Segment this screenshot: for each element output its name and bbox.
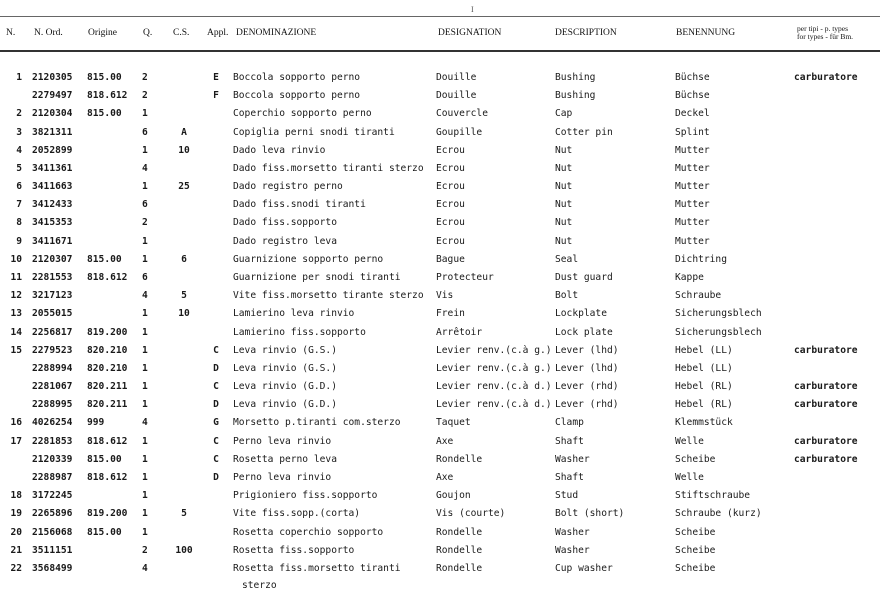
order-number-cell: 2279497 bbox=[32, 90, 73, 102]
description-cell: Shaft bbox=[555, 471, 584, 483]
benennung-cell: Scheibe bbox=[675, 526, 716, 538]
row-number-cell: 18 bbox=[10, 490, 22, 502]
designation-cell: Arrêtoir bbox=[436, 326, 483, 338]
denominazione-cell: Guarnizione per snodi tiranti bbox=[233, 271, 401, 283]
origin-cell: 815.00 bbox=[87, 253, 122, 265]
row-number-cell: 1 bbox=[16, 72, 22, 83]
designation-cell: Levier renv.(c.à g.) bbox=[436, 362, 552, 374]
designation-cell: Rondelle bbox=[436, 453, 483, 465]
quantity-cell: 2 bbox=[142, 90, 148, 102]
quantity-cell: 1 bbox=[142, 471, 148, 483]
designation-cell: Taquet bbox=[436, 417, 471, 429]
header-q: Q. bbox=[143, 28, 153, 38]
application-cell: F bbox=[213, 90, 219, 102]
cs-code-cell: 10 bbox=[178, 308, 190, 320]
row-number-cell: 22 bbox=[10, 562, 22, 574]
row-number-cell: 15 bbox=[10, 344, 22, 356]
order-number-cell: 4026254 bbox=[32, 417, 73, 429]
designation-cell: Goujon bbox=[436, 490, 471, 502]
table-row bbox=[0, 472, 880, 490]
order-number-cell: 3412433 bbox=[32, 199, 73, 211]
benennung-cell: Splint bbox=[675, 126, 710, 138]
description-cell: Cap bbox=[555, 108, 573, 120]
table-row bbox=[0, 108, 880, 126]
order-number-cell: 3217123 bbox=[32, 290, 73, 302]
cs-code-cell: 10 bbox=[178, 144, 190, 156]
description-cell: Washer bbox=[555, 453, 590, 465]
quantity-cell: 1 bbox=[142, 344, 148, 356]
cs-code-cell: 25 bbox=[178, 181, 190, 193]
quantity-cell: 1 bbox=[142, 108, 148, 120]
denominazione-cell: Perno leva rinvio bbox=[233, 471, 332, 483]
designation-cell: Ecrou bbox=[436, 217, 465, 229]
quantity-cell: 1 bbox=[142, 253, 148, 265]
denominazione-cell: Rosetta fiss.sopporto bbox=[233, 544, 355, 556]
types-cell: carburatore bbox=[794, 72, 858, 83]
row-number-cell: 4 bbox=[16, 144, 22, 156]
quantity-cell: 6 bbox=[142, 199, 148, 211]
table-row bbox=[0, 272, 880, 290]
denominazione-cell: Leva rinvio (G.D.) bbox=[233, 381, 337, 393]
description-cell: Clamp bbox=[555, 417, 584, 429]
denominazione-cell: Guarnizione sopporto perno bbox=[233, 253, 384, 265]
table-row bbox=[0, 308, 880, 326]
page-mark: I bbox=[471, 5, 474, 14]
benennung-cell: Kappe bbox=[675, 271, 704, 283]
order-number-cell: 2256817 bbox=[32, 326, 73, 338]
origin-cell: 818.612 bbox=[87, 471, 128, 483]
table-row bbox=[0, 90, 880, 108]
order-number-cell: 2288994 bbox=[32, 362, 73, 374]
denominazione-cell: Vite fiss.morsetto tirante sterzo bbox=[233, 290, 424, 302]
designation-cell: Ecrou bbox=[436, 181, 465, 193]
order-number-cell: 3172245 bbox=[32, 490, 73, 502]
table-row bbox=[0, 72, 880, 90]
designation-cell: Vis bbox=[436, 290, 454, 302]
description-cell: Dust guard bbox=[555, 271, 613, 283]
designation-cell: Ecrou bbox=[436, 199, 465, 211]
description-cell: Washer bbox=[555, 526, 590, 538]
order-number-cell: 3411361 bbox=[32, 162, 73, 174]
order-number-cell: 2120304 bbox=[32, 108, 73, 120]
row-number-cell: 5 bbox=[16, 162, 22, 174]
description-cell: Washer bbox=[555, 544, 590, 556]
benennung-cell: Mutter bbox=[675, 181, 710, 193]
cs-code-cell: 100 bbox=[175, 544, 193, 556]
description-cell: Lockplate bbox=[555, 308, 607, 320]
description-cell: Nut bbox=[555, 235, 573, 247]
designation-cell: Rondelle bbox=[436, 526, 483, 538]
denominazione-cell: Prigioniero fiss.sopporto bbox=[233, 490, 378, 502]
designation-cell: Levier renv.(c.à g.) bbox=[436, 344, 552, 356]
quantity-cell: 1 bbox=[142, 235, 148, 247]
benennung-cell: Sicherungsblech bbox=[675, 326, 762, 338]
benennung-cell: Schraube (kurz) bbox=[675, 508, 762, 520]
designation-cell: Couvercle bbox=[436, 108, 488, 120]
row-number-cell: 19 bbox=[10, 508, 22, 520]
application-cell: D bbox=[213, 399, 219, 411]
designation-cell: Ecrou bbox=[436, 162, 465, 174]
denominazione-cell: Vite fiss.sopp.(corta) bbox=[233, 508, 361, 520]
table-row bbox=[0, 127, 880, 145]
denominazione-cell: Coperchio sopporto perno bbox=[233, 108, 372, 120]
designation-cell: Bague bbox=[436, 253, 465, 265]
application-cell: C bbox=[213, 435, 219, 447]
table-row bbox=[0, 381, 880, 399]
cs-code-cell: 5 bbox=[181, 290, 187, 302]
benennung-cell: Sicherungsblech bbox=[675, 308, 762, 320]
benennung-cell: Scheibe bbox=[675, 562, 716, 574]
denominazione-cell: Dado fiss.morsetto tiranti sterzo bbox=[233, 162, 424, 174]
cs-code-cell: A bbox=[181, 126, 187, 138]
quantity-cell: 1 bbox=[142, 381, 148, 393]
description-cell: Lock plate bbox=[555, 326, 613, 338]
row-number-cell: 13 bbox=[10, 308, 22, 320]
denominazione-cell: Dado registro leva bbox=[233, 235, 337, 247]
table-row bbox=[0, 163, 880, 181]
row-number-cell: 2 bbox=[16, 108, 22, 120]
origin-cell: 815.00 bbox=[87, 526, 122, 538]
table-row bbox=[0, 199, 880, 217]
order-number-cell: 3821311 bbox=[32, 126, 73, 138]
table-row bbox=[0, 563, 880, 581]
benennung-cell: Schraube bbox=[675, 290, 722, 302]
denominazione-cell: Boccola sopporto perno bbox=[233, 90, 361, 102]
origin-cell: 999 bbox=[87, 417, 105, 429]
row-number-cell: 12 bbox=[10, 290, 22, 302]
row-number-cell: 16 bbox=[10, 417, 22, 429]
denominazione-cell: Perno leva rinvio bbox=[233, 435, 332, 447]
row-number-cell: 17 bbox=[10, 435, 22, 447]
denominazione-cell: Boccola sopporto perno bbox=[233, 72, 361, 83]
denominazione-cell: Dado fiss.sopporto bbox=[233, 217, 337, 229]
types-cell: carburatore bbox=[794, 453, 858, 465]
benennung-cell: Welle bbox=[675, 471, 704, 483]
table-row bbox=[0, 236, 880, 254]
row-number-cell: 8 bbox=[16, 217, 22, 229]
header-designation: DESIGNATION bbox=[438, 28, 502, 38]
benennung-cell: Mutter bbox=[675, 199, 710, 211]
application-cell: D bbox=[213, 471, 219, 483]
description-cell: Cotter pin bbox=[555, 126, 613, 138]
benennung-cell: Klemmstück bbox=[675, 417, 733, 429]
origin-cell: 820.211 bbox=[87, 399, 128, 411]
order-number-cell: 2265896 bbox=[32, 508, 73, 520]
application-cell: E bbox=[213, 72, 219, 83]
benennung-cell: Mutter bbox=[675, 217, 710, 229]
description-cell: Lever (rhd) bbox=[555, 381, 619, 393]
types-cell: carburatore bbox=[794, 381, 858, 393]
quantity-cell: 6 bbox=[142, 126, 148, 138]
cs-code-cell: 5 bbox=[181, 508, 187, 520]
description-cell: Nut bbox=[555, 199, 573, 211]
order-number-cell: 3411663 bbox=[32, 181, 73, 193]
origin-cell: 820.210 bbox=[87, 344, 128, 356]
table-row bbox=[0, 217, 880, 235]
benennung-cell: Büchse bbox=[675, 90, 710, 102]
benennung-cell: Hebel (RL) bbox=[675, 399, 733, 411]
order-number-cell: 2055015 bbox=[32, 308, 73, 320]
benennung-cell: Mutter bbox=[675, 235, 710, 247]
header-origine: Origine bbox=[88, 28, 118, 38]
table-row bbox=[0, 454, 880, 472]
designation-cell: Axe bbox=[436, 471, 454, 483]
denominazione-cell: Dado registro perno bbox=[233, 181, 343, 193]
designation-cell: Rondelle bbox=[436, 562, 483, 574]
description-cell: Bushing bbox=[555, 72, 596, 83]
designation-cell: Levier renv.(c.à d.) bbox=[436, 381, 552, 393]
denominazione-cell: Lamierino leva rinvio bbox=[233, 308, 355, 320]
row-number-cell: 7 bbox=[16, 199, 22, 211]
description-cell: Bolt (short) bbox=[555, 508, 625, 520]
description-cell: Shaft bbox=[555, 435, 584, 447]
designation-cell: Protecteur bbox=[436, 271, 494, 283]
types-cell: carburatore bbox=[794, 344, 858, 356]
designation-cell: Douille bbox=[436, 90, 477, 102]
quantity-cell: 1 bbox=[142, 435, 148, 447]
designation-cell: Ecrou bbox=[436, 144, 465, 156]
quantity-cell: 1 bbox=[142, 308, 148, 320]
description-cell: Lever (rhd) bbox=[555, 399, 619, 411]
designation-cell: Goupille bbox=[436, 126, 483, 138]
origin-cell: 815.00 bbox=[87, 453, 122, 465]
quantity-cell: 4 bbox=[142, 562, 148, 574]
description-cell: Nut bbox=[555, 162, 573, 174]
order-number-cell: 2279523 bbox=[32, 344, 73, 356]
order-number-cell: 2052899 bbox=[32, 144, 73, 156]
order-number-cell: 3415353 bbox=[32, 217, 73, 229]
quantity-cell: 1 bbox=[142, 144, 148, 156]
denominazione-cell: Leva rinvio (G.S.) bbox=[233, 362, 337, 374]
types-cell: carburatore bbox=[794, 435, 858, 447]
quantity-cell: 1 bbox=[142, 453, 148, 465]
order-number-cell: 2120307 bbox=[32, 253, 73, 265]
quantity-cell: 1 bbox=[142, 362, 148, 374]
row-number-cell: 10 bbox=[10, 253, 22, 265]
designation-cell: Levier renv.(c.à d.) bbox=[436, 399, 552, 411]
benennung-cell: Dichtring bbox=[675, 253, 727, 265]
denominazione-cell: Dado leva rinvio bbox=[233, 144, 326, 156]
designation-cell: Axe bbox=[436, 435, 454, 447]
header-denominazione: DENOMINAZIONE bbox=[236, 28, 317, 38]
quantity-cell: 4 bbox=[142, 417, 148, 429]
description-cell: Nut bbox=[555, 181, 573, 193]
header-types-line1: per tipi - p. types bbox=[797, 24, 849, 33]
description-cell: Lever (lhd) bbox=[555, 344, 619, 356]
table-row bbox=[0, 181, 880, 199]
designation-cell: Douille bbox=[436, 72, 477, 83]
quantity-cell: 1 bbox=[142, 399, 148, 411]
origin-cell: 818.612 bbox=[87, 90, 128, 102]
quantity-cell: 1 bbox=[142, 326, 148, 338]
origin-cell: 820.211 bbox=[87, 381, 128, 393]
table-row bbox=[0, 508, 880, 526]
row-number-cell: 20 bbox=[10, 526, 22, 538]
row-number-cell: 6 bbox=[16, 181, 22, 193]
order-number-cell: 3568499 bbox=[32, 562, 73, 574]
continuation-text: sterzo bbox=[242, 580, 277, 591]
benennung-cell: Welle bbox=[675, 435, 704, 447]
order-number-cell: 2288987 bbox=[32, 471, 73, 483]
table-row bbox=[0, 345, 880, 363]
benennung-cell: Hebel (LL) bbox=[675, 362, 733, 374]
description-cell: Stud bbox=[555, 490, 579, 502]
description-cell: Nut bbox=[555, 217, 573, 229]
order-number-cell: 2288995 bbox=[32, 399, 73, 411]
cs-code-cell: 6 bbox=[181, 253, 187, 265]
header-benennung: BENENNUNG bbox=[676, 28, 736, 38]
types-cell: carburatore bbox=[794, 399, 858, 411]
description-cell: Nut bbox=[555, 144, 573, 156]
row-number-cell: 11 bbox=[10, 271, 22, 283]
origin-cell: 815.00 bbox=[87, 108, 122, 120]
application-cell: D bbox=[213, 362, 219, 374]
order-number-cell: 2156068 bbox=[32, 526, 73, 538]
application-cell: G bbox=[213, 417, 219, 429]
description-cell: Cup washer bbox=[555, 562, 613, 574]
application-cell: C bbox=[213, 381, 219, 393]
description-cell: Bushing bbox=[555, 90, 596, 102]
benennung-cell: Stiftschraube bbox=[675, 490, 751, 502]
origin-cell: 818.612 bbox=[87, 435, 128, 447]
origin-cell: 820.210 bbox=[87, 362, 128, 374]
denominazione-cell: Rosetta coperchio sopporto bbox=[233, 526, 384, 538]
row-number-cell: 14 bbox=[10, 326, 22, 338]
quantity-cell: 4 bbox=[142, 162, 148, 174]
denominazione-cell: Leva rinvio (G.D.) bbox=[233, 399, 337, 411]
application-cell: C bbox=[213, 344, 219, 356]
denominazione-cell: Rosetta perno leva bbox=[233, 453, 337, 465]
benennung-cell: Hebel (LL) bbox=[675, 344, 733, 356]
header-description: DESCRIPTION bbox=[555, 28, 617, 38]
quantity-cell: 1 bbox=[142, 181, 148, 193]
benennung-cell: Hebel (RL) bbox=[675, 381, 733, 393]
denominazione-cell: Morsetto p.tiranti com.sterzo bbox=[233, 417, 401, 429]
quantity-cell: 6 bbox=[142, 271, 148, 283]
quantity-cell: 2 bbox=[142, 217, 148, 229]
header-n: N. bbox=[6, 28, 16, 38]
table-row bbox=[0, 417, 880, 435]
benennung-cell: Scheibe bbox=[675, 453, 716, 465]
table-row bbox=[0, 145, 880, 163]
benennung-cell: Deckel bbox=[675, 108, 710, 120]
quantity-cell: 1 bbox=[142, 508, 148, 520]
table-row bbox=[0, 290, 880, 308]
origin-cell: 819.200 bbox=[87, 508, 128, 520]
row-number-cell: 3 bbox=[16, 126, 22, 138]
table-row bbox=[0, 399, 880, 417]
table-row bbox=[0, 363, 880, 381]
table-row bbox=[0, 545, 880, 563]
table-row bbox=[0, 527, 880, 545]
table-row bbox=[0, 436, 880, 454]
quantity-cell: 1 bbox=[142, 490, 148, 502]
order-number-cell: 2120305 bbox=[32, 72, 73, 83]
row-number-cell: 9 bbox=[16, 235, 22, 247]
benennung-cell: Mutter bbox=[675, 162, 710, 174]
order-number-cell: 2281853 bbox=[32, 435, 73, 447]
description-cell: Lever (lhd) bbox=[555, 362, 619, 374]
order-number-cell: 2281067 bbox=[32, 381, 73, 393]
denominazione-cell: Leva rinvio (G.S.) bbox=[233, 344, 337, 356]
header-n-ord: N. Ord. bbox=[34, 28, 63, 38]
quantity-cell: 4 bbox=[142, 290, 148, 302]
table-row bbox=[0, 254, 880, 272]
benennung-cell: Scheibe bbox=[675, 544, 716, 556]
header-cs: C.S. bbox=[173, 28, 190, 38]
order-number-cell: 2120339 bbox=[32, 453, 73, 465]
denominazione-cell: Copiglia perni snodi tiranti bbox=[233, 126, 395, 138]
description-cell: Bolt bbox=[555, 290, 579, 302]
denominazione-cell: Lamierino fiss.sopporto bbox=[233, 326, 366, 338]
denominazione-cell: Dado fiss.snodi tiranti bbox=[233, 199, 366, 211]
origin-cell: 818.612 bbox=[87, 271, 128, 283]
designation-cell: Vis (courte) bbox=[436, 508, 506, 520]
description-cell: Seal bbox=[555, 253, 579, 265]
quantity-cell: 1 bbox=[142, 526, 148, 538]
row-number-cell: 21 bbox=[10, 544, 22, 556]
origin-cell: 815.00 bbox=[87, 72, 122, 83]
header-appl: Appl. bbox=[207, 28, 229, 38]
designation-cell: Frein bbox=[436, 308, 465, 320]
designation-cell: Rondelle bbox=[436, 544, 483, 556]
application-cell: C bbox=[213, 453, 219, 465]
table-row bbox=[0, 490, 880, 508]
order-number-cell: 3511151 bbox=[32, 544, 73, 556]
table-row bbox=[0, 327, 880, 345]
designation-cell: Ecrou bbox=[436, 235, 465, 247]
header-types-line2: for types - für Bm. bbox=[797, 32, 854, 41]
origin-cell: 819.200 bbox=[87, 326, 128, 338]
quantity-cell: 2 bbox=[142, 72, 148, 83]
benennung-cell: Büchse bbox=[675, 72, 710, 83]
order-number-cell: 3411671 bbox=[32, 235, 73, 247]
quantity-cell: 2 bbox=[142, 544, 148, 556]
denominazione-cell: Rosetta fiss.morsetto tiranti bbox=[233, 562, 401, 574]
benennung-cell: Mutter bbox=[675, 144, 710, 156]
order-number-cell: 2281553 bbox=[32, 271, 73, 283]
